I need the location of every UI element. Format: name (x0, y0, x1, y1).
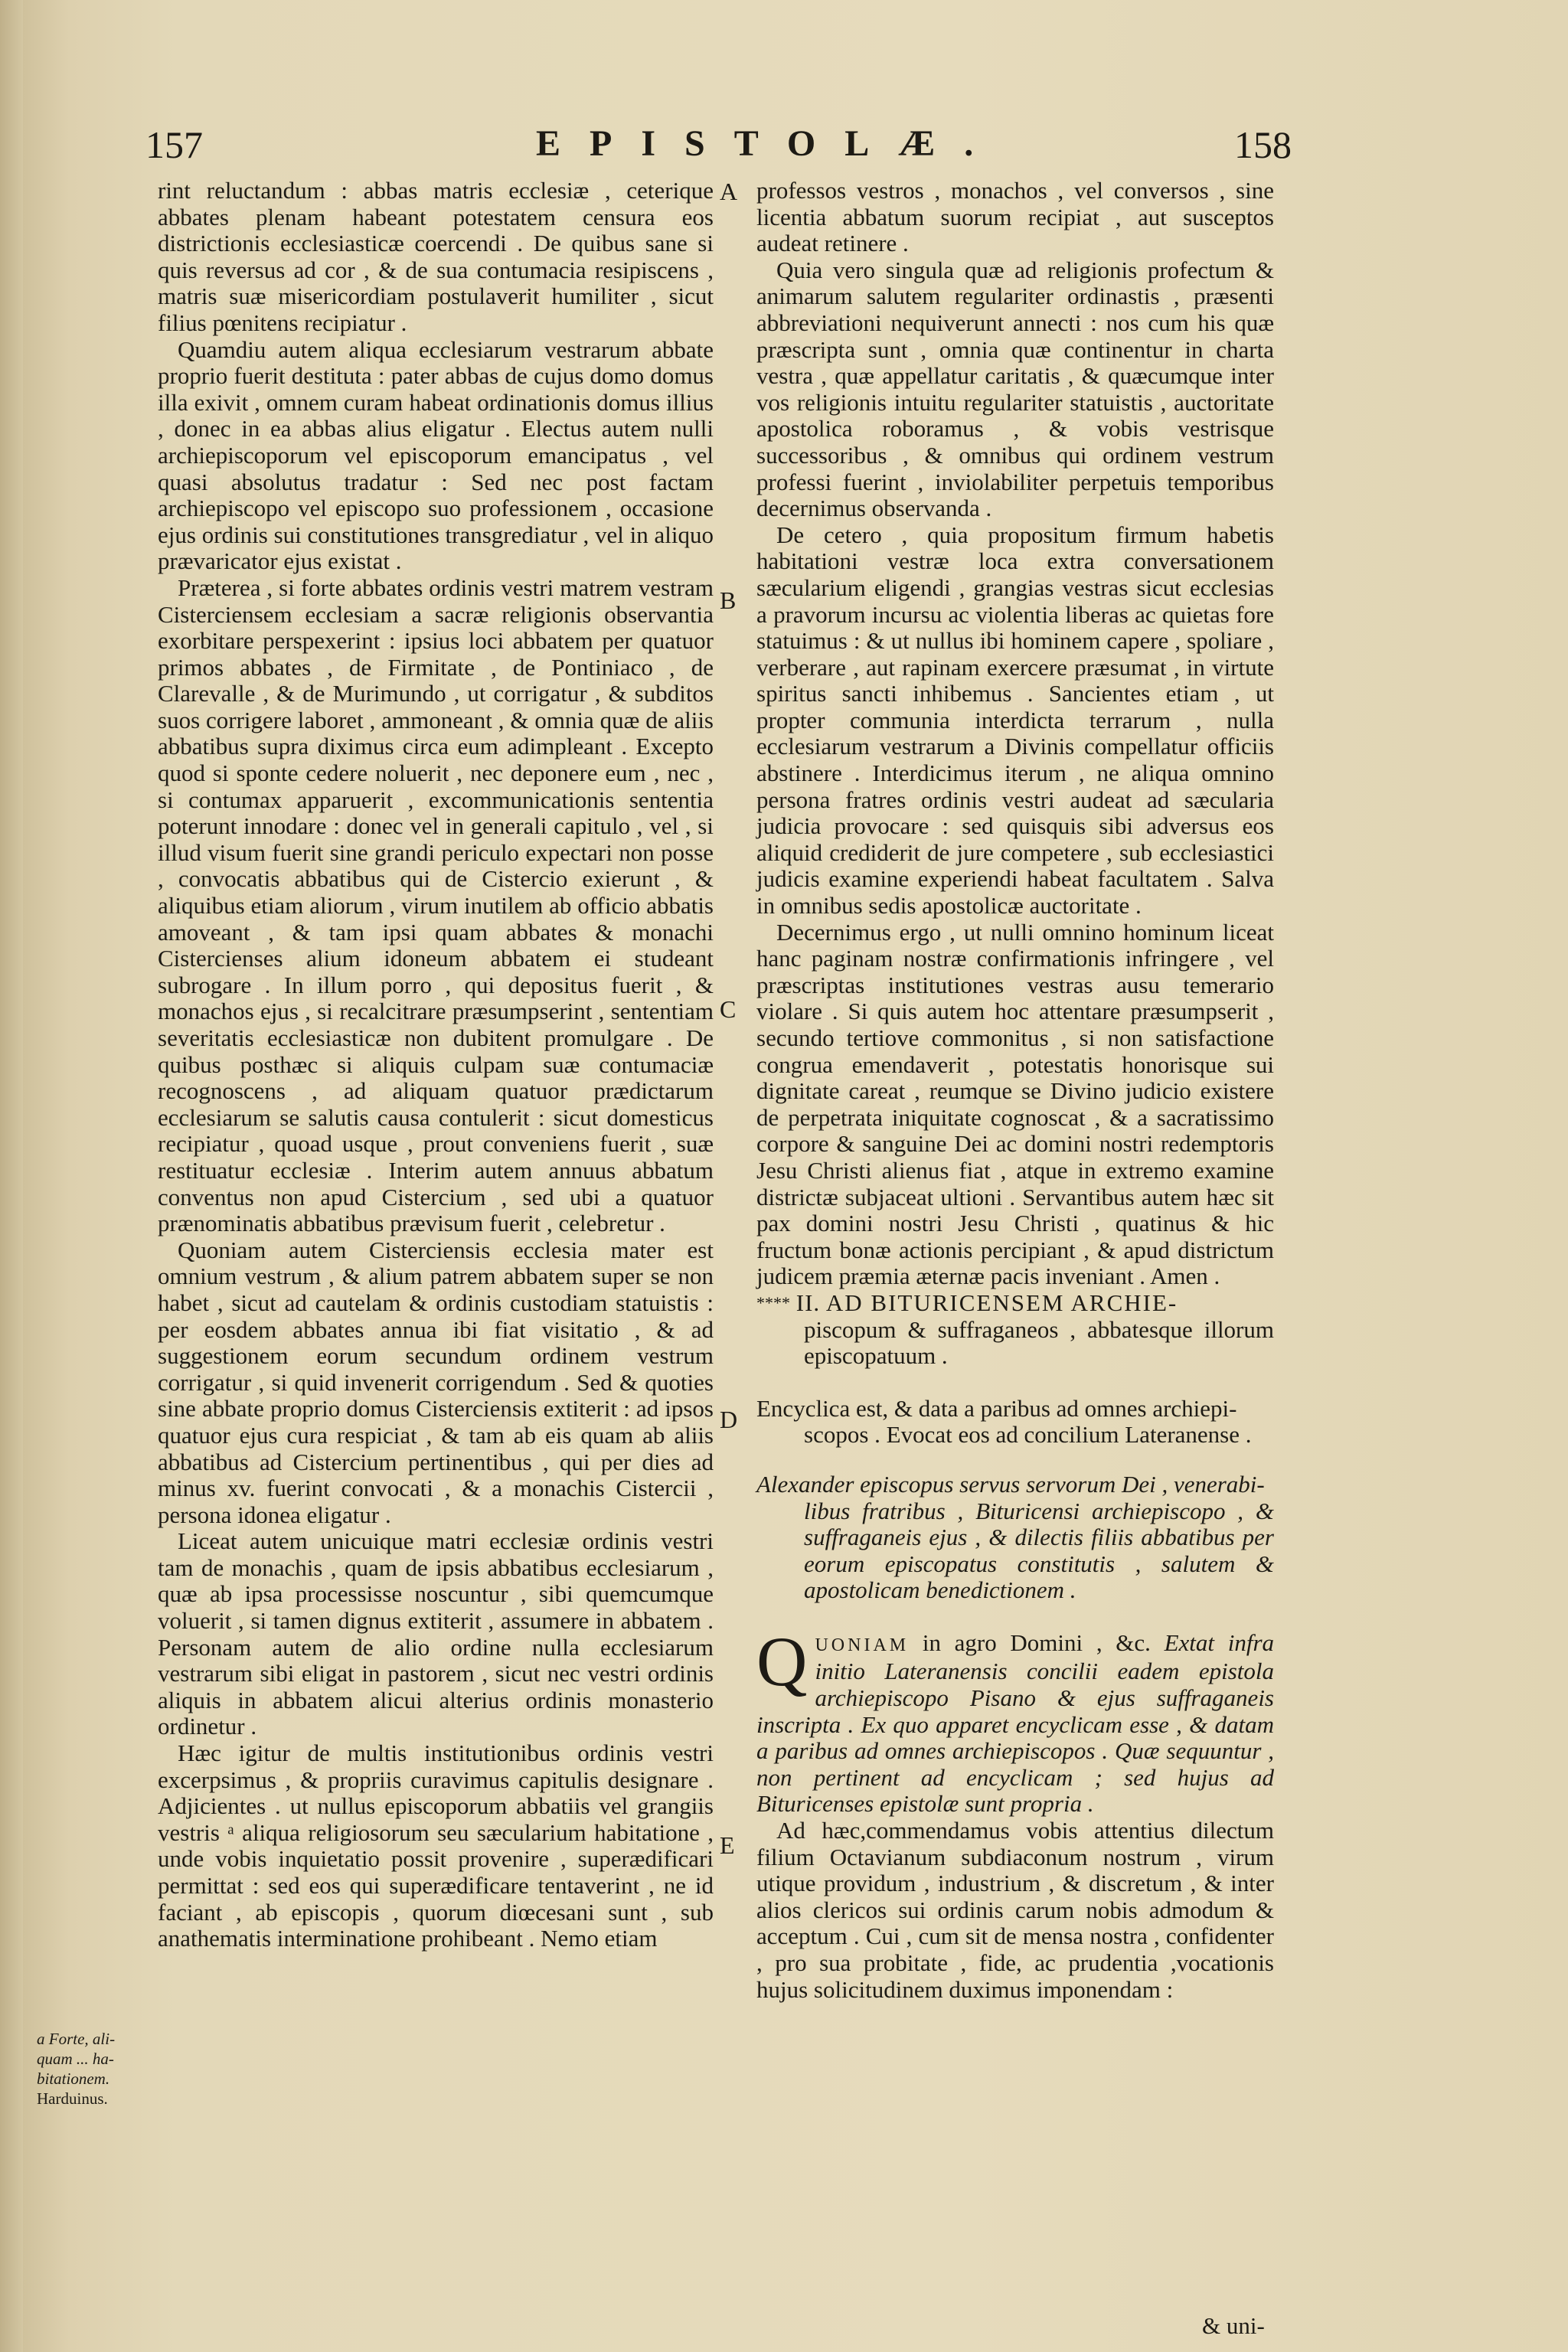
opening-italic-note: Extat infra initio Lateranensis concilii eadem epistola archiepiscopo Pisano & ejus suffraganeis inscripta . Ex quo apparet encyclicam esse , & datam a paribus ad omnes archiepiscopos . Quæ sequuntur , non pertinent ad encyclicam ; sed hujus ad Bituricenses epistolæ sunt propria . (756, 1628, 1275, 1818)
opening-paragraph (756, 1622, 1275, 1818)
encyclica-note-line-1: Encyclica est, & data a paribus ad omnes archiepi- (756, 1394, 1237, 1422)
salutation-line-2: libus fratribus , Bituricensi archiepiscopo , & suffraganeis ejus , & dilectis filiis abbatibus per eorum episcopatus constitutis , salutem & apostolicam benedictionem . (804, 1497, 1274, 1604)
right-paragraph-5: Ad hæc,commendamus vobis attentius dilectum filium Octavianum subdiaconum nostrum , virum utique providum , industrium , & discretum , & inter alios clericos sui ordinis carum nobis admodum & acceptum . Cui , cum sit de mensa nostra , confidenter , pro sua probitate , fide, ac prudentia ,vocationis hujus solicitudinem duximus imponendam : (756, 1817, 1274, 2003)
page-number-right: 158 (1234, 123, 1292, 166)
opening-text: in agro Domini , &c. (922, 1628, 1151, 1656)
page-number-left: 157 (145, 123, 203, 166)
left-paragraph-1: rint reluctandum : abbas matris ecclesiæ , ceterique abbates plenam habeant potestatem censura eos districtionis ecclesiasticæ coercendi . De quibus sane si quis reversus ad cor , & de sua contumacia resipiscens , matris suæ misericordiam postulaverit humiliter , sicut filius pœnitens recipiatur . (158, 177, 714, 336)
right-paragraph-4: Decernimus ergo , ut nulli omnino hominum liceat hanc paginam nostræ confirmationis infringere , vel præscriptas institutiones vestras ausu temerario violare . Si quis autem hoc attentare præsumpserit , secundo tertiove commonitus , si non satisfactione congrua emendaverit , potestatis honorisque sui dignitate careat , reumque se Divino judicio existere de perpetrata iniquitate cognoscat , & a sacratissimo corpore & sanguine Dei ac domini nostri redemptoris Jesu Christi alienus fiat , atque in extremo examine districtæ subjaceat ultioni . Servantibus autem hæc sit pax domini nostri Jesu Christi , quatinus & hic fructum bonæ actionis percipiant , & apud districtum judicem præmia æternæ pacis inveniant . Amen . (756, 918, 1274, 1290)
left-paragraph-3: Præterea , si forte abbates ordinis vestri matrem vestram Cisterciensem ecclesiam a sacræ religionis observantia exorbitare perspexerint : ipsius loci abbatem per quatuor primos abbates , de Firmitate , de Pontiniaco , de Clarevalle , & de Murimundo , ut corrigatur , & subditos suos corrigere laboret , ammoneant , & omnia quæ de aliis abbatibus supra diximus circa eum adimpleant . Excepto quod si sponte cedere noluerit , nec deponere eum , nec , si contumax apparuerit , excommunicationis sententia poterunt innodare : donec vel in generali capitulo , vel , si illud visum fuerit sine grandi periculo expectari non posse , convocatis abbatibus qui de Cistercio exierunt , & aliquibus etiam aliorum , virum inutilem ab officio abbatis amoveant , & tam ipsi quam abbates & monachi Cistercienses alium idoneum abbatem ei studeant subrogare . In illum porro , qui depositus fuerit , & monachos ejus , si recalcitrare præsumpserint , sententiam severitatis ecclesiasticæ non dubitent promulgare . De quibus posthæc si aliquis culpam suæ contumaciæ recognoscens , ad aliquam quatuor prædictarum ecclesiarum se salutis causa contulerit : sicut domesticus recipiatur , quoad usque , prout conveniens fuerit , suæ restituatur ecclesiæ . Interim autem annuus abbatum conventus non apud Cistercium , sed ubi a quatuor prænominatis abbatibus prævisum fuerit , celebretur . (158, 573, 714, 1237)
section-marker-a: A (720, 178, 738, 205)
left-paragraph-5: Liceat autem unicuique matri ecclesiæ ordinis vestri tam de monachis , quam de ipsis abbatibus ecclesiarum , quæ ab ipsa processisse noscuntur , sibi quemcumque voluerit , si tamen dignus extiterit , assumere in abbatem . Personam autem de alio ordine nulla ecclesiarum vestrarum sibi eligat in pastorem , sicut nec vestri ordinis aliquis in abbatem alicui alterius ordinis monasterio ordinetur . (158, 1527, 714, 1740)
section-marker-c: C (720, 995, 737, 1023)
encyclica-note-line-2: scopos . Evocat eos ad concilium Lateranense . (804, 1421, 1252, 1449)
margin-note-line-1: a Forte, ali- (37, 2030, 116, 2048)
right-column (756, 178, 1274, 2003)
margin-note (37, 2029, 152, 2109)
heading-mark: **** (756, 1292, 790, 1312)
left-paragraph-6: Hæc igitur de multis institutionibus ordinis vestri excerpsimus , & propriis curavimus capitulis designare . Adjicientes . ut nullus episcoporum abbatiis vel grangiis vestris ᵃ aliqua religiosorum seu sæcularium habitatione , unde vobis inquietatio possit provenire , superædificari permittat : sed eos qui superædificare tentaverint , ne id faciant , ab episcopis , quorum diœcesani sunt , sub anathematis interminatione prohibeant . Nemo etiam (158, 1740, 714, 1952)
left-paragraph-4: Quoniam autem Cisterciensis ecclesia mater est omnium vestrum , & alium patrem abbatem super se non habet , sicut ad cautelam & ordinis custodiam statuistis : per eosdem abbates annua ibi fiat visitatio , & ad suggestionem eorum secundum ordinem vestrum corrigatur , si quid invenerit corrigendum . Sed & quoties sine abbate proprio domus Cisterciensis extiterit : ad ipsos quatuor ejus cura respiciat , & tam ab eis quam ab aliis abbatibus ad Cistercium pertinentibus , qui per dies ad minus xv. fuerint convocati , & a monachis Cistercii , persona idonea eligatur . (158, 1236, 714, 1528)
drop-cap: Q (756, 1622, 808, 1700)
right-paragraph-1: professos vestros , monachos , vel conversos , sine licentia abbatum suorum recipiat , aut susceptos audeat retinere . (756, 177, 1274, 257)
margin-note-author: Harduinus. (37, 2089, 108, 2108)
catchword: & uni- (1202, 2312, 1265, 2339)
right-paragraph-3: De cetero , quia propositum firmum habetis habitationi vestræ loca extra conversationem sæcularium eligendi , grangias vestras sicut ecclesias a pravorum incursu ac violentia liberas ac quietas fore statuimus : & ut nullus ibi hominem capere , spoliare , verberare , aut rapinam exercere præsumat , in virtute spiritus sancti inhibemus . Sancientes etiam , ut propter communia interdicta terrarum , nulla ecclesiarum vestrarum a Divinis compellatur officiis abstinere . Interdicimus iterum , ne aliqua omnino persona fratres ordinis vestri audeat ad sæcularia judicia provocare : sed quisquis sibi adversus eos aliquid crediderit de jure competere , sub ecclesiastici judicis examine experiendi habeat facultatem . Salva in omnibus sedis apostolicæ auctoritate . (756, 521, 1274, 920)
letter-heading (756, 1290, 1274, 1317)
left-column (158, 178, 714, 1952)
margin-note-line-2: quam ... ha- (37, 2050, 114, 2068)
salutation-line-1: Alexander episcopus servus servorum Dei , venerabi- (756, 1470, 1265, 1498)
opening-small-caps: UONIAM (815, 1635, 910, 1655)
heading-number: II. (795, 1289, 821, 1316)
book-spine (0, 0, 23, 2352)
running-title: EPISTOLÆ. (536, 123, 1003, 164)
heading-title: AD BITURICENSEM ARCHIE- (825, 1289, 1178, 1316)
section-marker-d: D (720, 1406, 738, 1433)
heading-continuation: piscopum & suffraganeos , abbatesque illorum episcopatuum . (804, 1315, 1274, 1370)
margin-note-line-3: bitationem. (37, 2069, 110, 2088)
left-paragraph-2: Quamdiu autem aliqua ecclesiarum vestrarum abbate proprio fuerit destituta : pater abbas de cujus domo domus illa exivit , omnem curam habeat ordinationis domus illius , donec in ea abbas alius eligatur . Electus autem nulli archiepiscoporum vel episcoporum emancipatus , vel quasi absolutus tradatur : Sed nec post factam archiepiscopo vel episcopo suo professionem , occasione ejus ordinis sui constitutiones transgrediatur , vel in aliquo prævaricator ejus existat . (158, 335, 714, 575)
section-marker-e: E (720, 1831, 735, 1859)
right-paragraph-2: Quia vero singula quæ ad religionis profectum & animarum salutem regulariter ordinastis , præsenti abbreviationi nequiverunt annecti : nos cum his quæ præscripta sunt , omnia quæ continentur in charta vestra , quæ appellatur caritatis , & quæcumque inter vos religionis intuitu regulariter statuistis , auctoritate apostolica roboramus , & vobis vestrisque successoribus , & omnibus qui ordinem vestrum professi fuerint , inviolabiliter perpetuis temporibus decernimus observanda . (756, 256, 1274, 522)
section-marker-b: B (720, 586, 737, 614)
